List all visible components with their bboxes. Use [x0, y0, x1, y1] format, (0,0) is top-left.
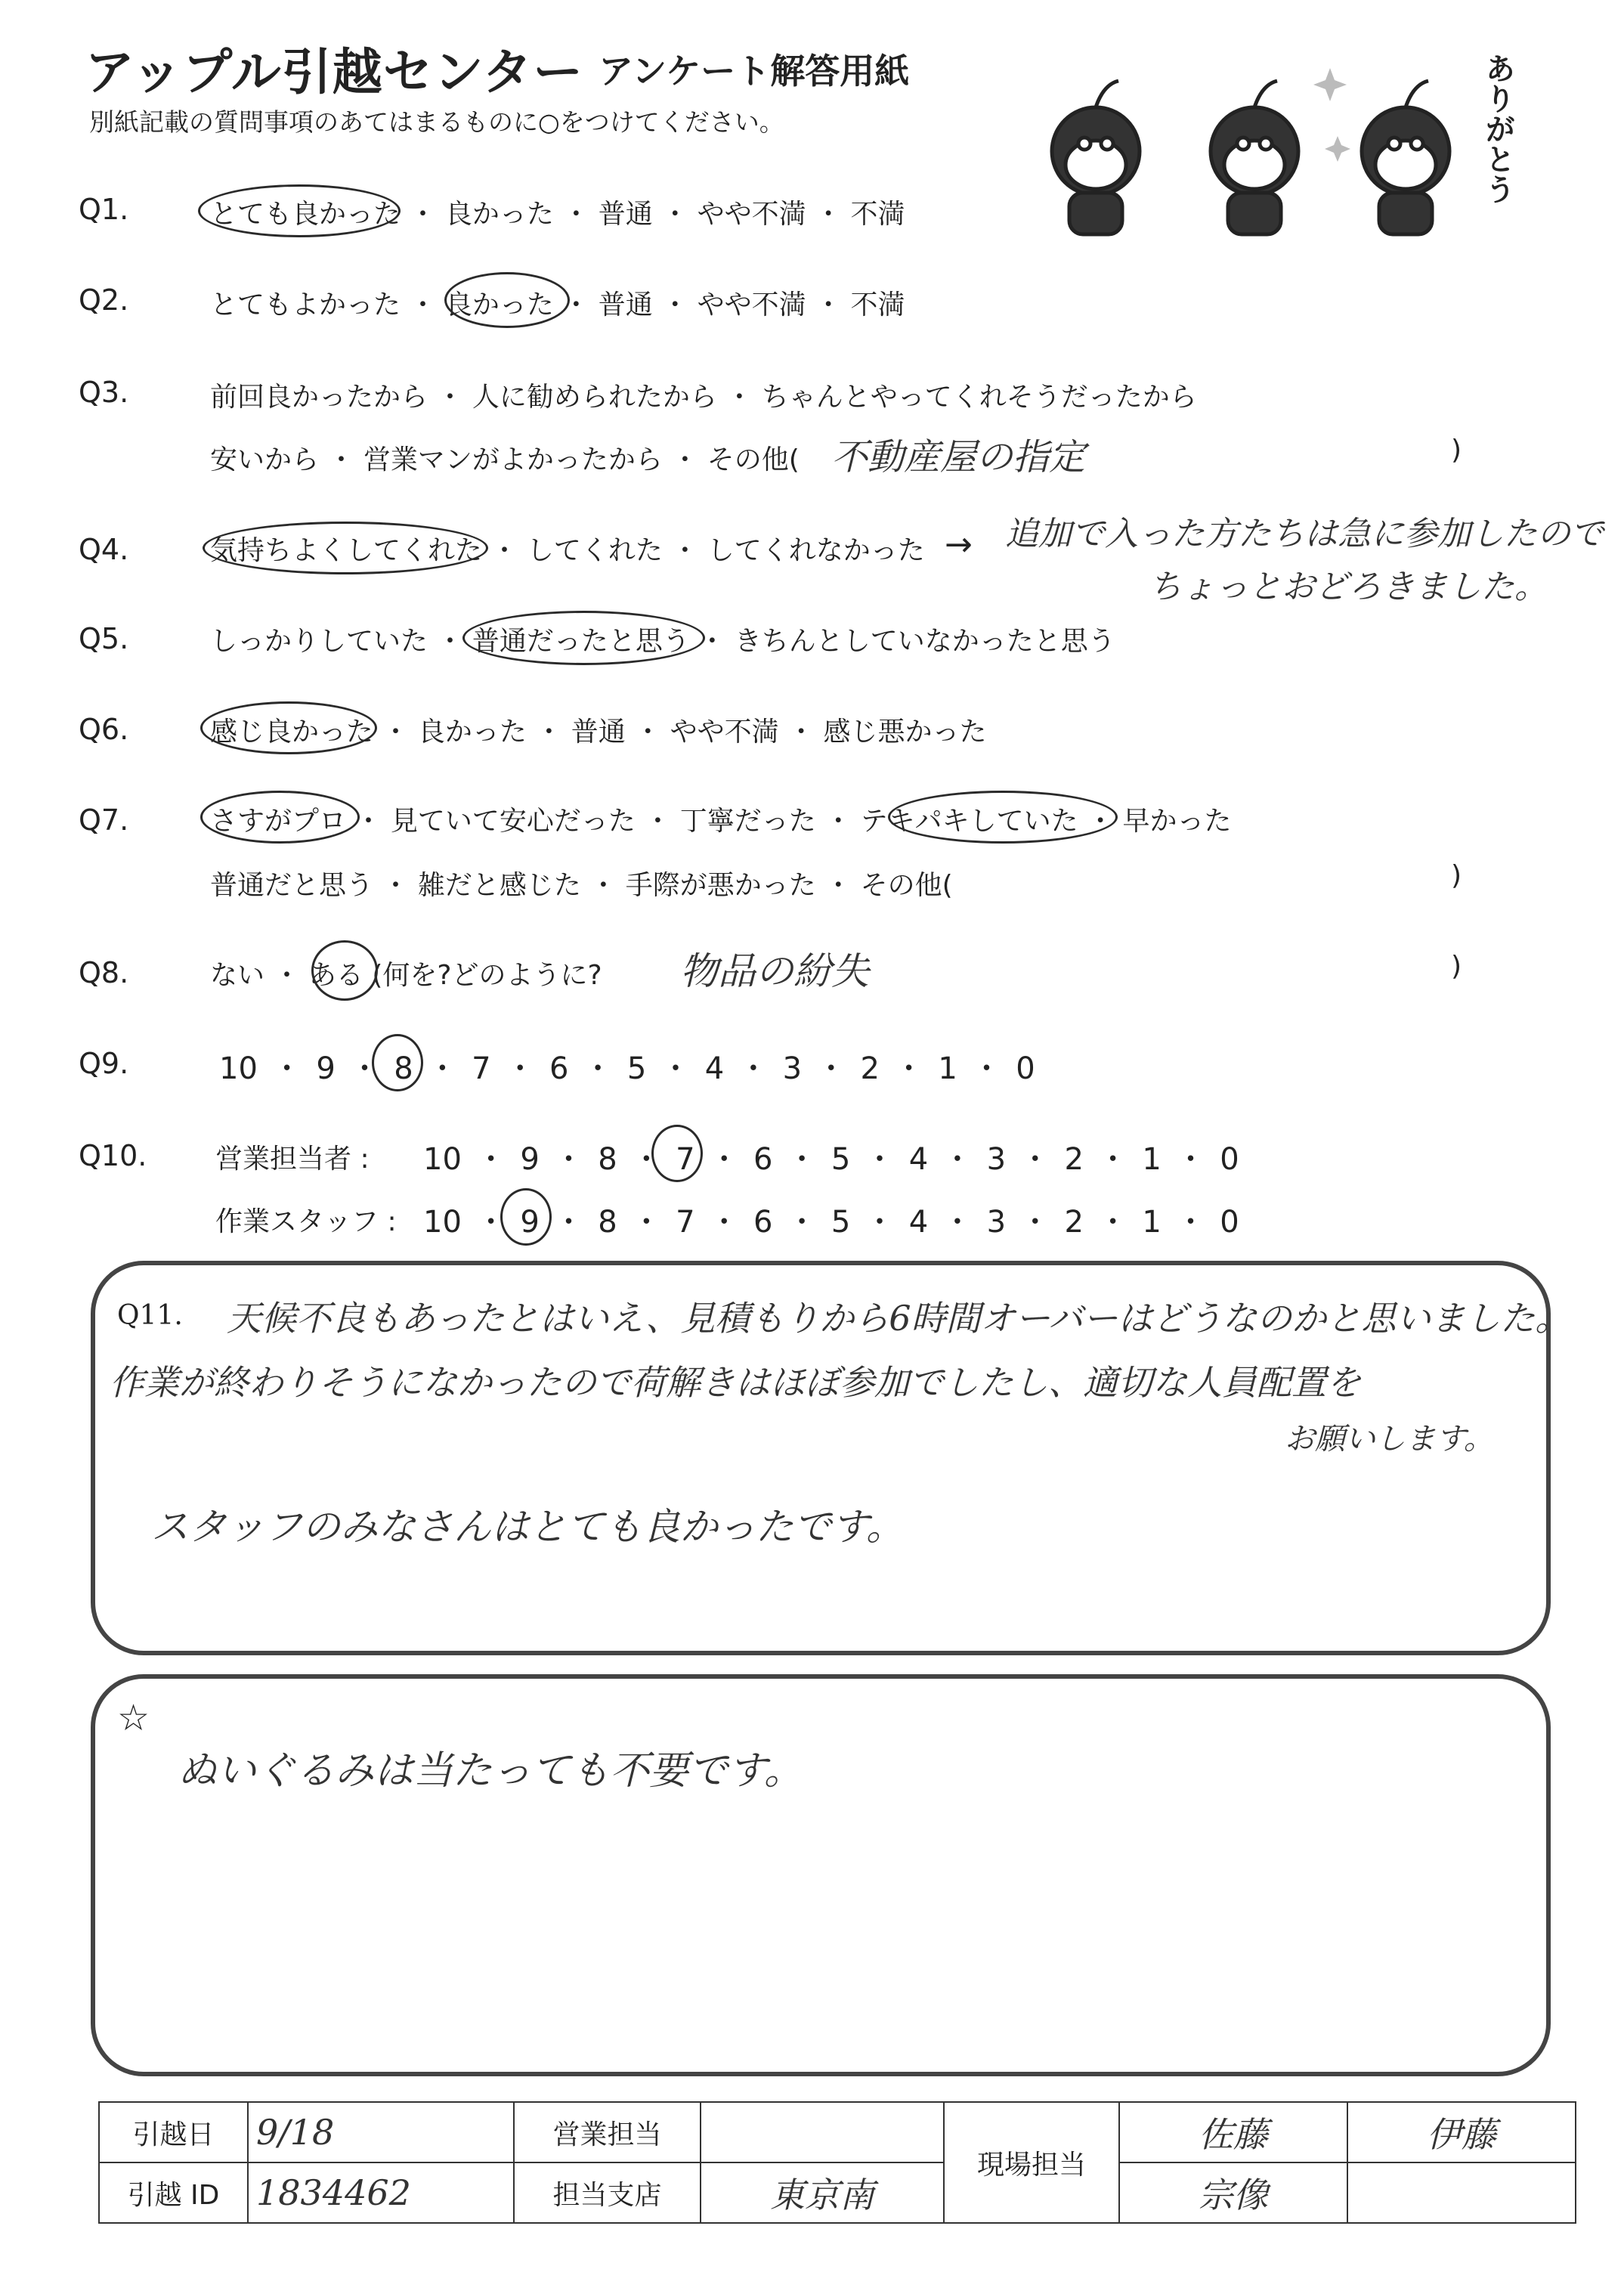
q4-label: Q4. [79, 533, 129, 566]
q8-label: Q8. [79, 956, 129, 989]
move-date-label: 引越日 [99, 2102, 248, 2162]
move-date-value: 9/18 [248, 2102, 514, 2162]
move-id-value: 1834462 [248, 2162, 514, 2223]
q2-selected-circle [444, 272, 570, 328]
sales-rep-value [701, 2102, 944, 2162]
q7-selected-circle-1 [200, 791, 360, 844]
q3-handwritten-answer: 不動産屋の指定 [831, 436, 1086, 478]
q8-selected-circle [311, 940, 378, 1001]
branch-value: 東京南 [701, 2162, 944, 2223]
q6-label: Q6. [79, 713, 129, 746]
site-staff-2: 伊藤 [1347, 2102, 1576, 2162]
q11-label: Q11. [117, 1300, 183, 1331]
q3-options-line1: 前回良かったから ・ 人に勧められたから ・ ちゃんとやってくれそうだったから [210, 382, 1197, 413]
monkey-icon [1052, 81, 1140, 234]
site-staff-label: 現場担当 [944, 2102, 1119, 2223]
q7-selected-circle-2 [888, 791, 1118, 844]
branch-label: 担当支店 [514, 2162, 701, 2223]
extra-comment-text: ぬいぐるみは当たっても不要です。 [178, 1748, 803, 1794]
q10-sales-selected-circle [651, 1125, 703, 1182]
q7-close-paren: ) [1451, 860, 1462, 891]
q4-arrow: → [945, 525, 973, 564]
q11-comment-line4: スタッフのみなさんはとても良かったです。 [151, 1505, 904, 1549]
q9-scale: 10 ・ 9 ・ 8 ・ 7 ・ 6 ・ 5 ・ 4 ・ 3 ・ 2 ・ 1 ・ 0 [219, 1051, 1035, 1086]
q11-comment-line3: お願いします。 [1285, 1422, 1494, 1457]
q7-options-line1: さすがプロ ・ 見ていて安心だった ・ 丁寧だった ・ テキパキしていた ・ 早かった [210, 806, 1232, 837]
q8-options: ない ・ ある (何を?どのように? [210, 960, 602, 991]
q5-options: しっかりしていた ・ 普通だったと思う ・ きちんとしていなかったと思う [210, 626, 1115, 657]
site-staff-empty [1347, 2162, 1576, 2223]
instruction-text: 別紙記載の質問事項のあてはまるものに○をつけてください。 [89, 107, 784, 137]
q7-label: Q7. [79, 803, 129, 837]
move-id-label: 引越 ID [99, 2162, 248, 2223]
q6-selected-circle [200, 701, 377, 754]
form-subtitle: アンケート解答用紙 [599, 51, 910, 91]
sparkle-icon [1313, 68, 1350, 162]
q8-handwritten-answer: 物品の紛失 [680, 949, 869, 993]
q10-staff-selected-circle [500, 1188, 552, 1246]
q4-options: 気持ちよくしてくれた ・ してくれた ・ してくれなかった [210, 535, 925, 566]
q8-close-paren: ) [1451, 951, 1462, 982]
q5-selected-circle [462, 611, 705, 665]
star-icon: ☆ [117, 1697, 150, 1739]
q10-sales-scale: 10 ・ 9 ・ 8 ・ 7 ・ 6 ・ 5 ・ 4 ・ 3 ・ 2 ・ 1 ・ 0 [423, 1142, 1239, 1177]
q3-options-line2: 安いから ・ 営業マンがよかったから ・ その他( [210, 444, 800, 475]
q2-label: Q2. [79, 283, 129, 317]
q4-handwritten-line2: ちょっとおどろきました。 [1149, 568, 1548, 606]
monkey-icon [1362, 81, 1449, 234]
site-staff-1: 佐藤 [1119, 2102, 1347, 2162]
company-title: アップル引越センター [85, 43, 584, 101]
q11-comment-line2: 作業が終わりそうになかったので荷解きはほぼ参加でしたし、適切な人員配置を [110, 1362, 1361, 1403]
q10-staff-scale: 10 ・ 9 ・ 8 ・ 7 ・ 6 ・ 5 ・ 4 ・ 3 ・ 2 ・ 1 ・ 0 [423, 1205, 1239, 1240]
mascot-caption: ありがとう [1480, 53, 1515, 204]
q10-label: Q10. [79, 1139, 147, 1172]
q7-options-line2: 普通だと思う ・ 雑だと感じた ・ 手際が悪かった ・ その他( [210, 870, 953, 901]
site-staff-3: 宗像 [1119, 2162, 1347, 2223]
q4-handwritten-line1: 追加で入った方たちは急に参加したので [1005, 515, 1604, 553]
q10-sales-label: 営業担当者 : [215, 1144, 370, 1175]
q9-label: Q9. [79, 1047, 129, 1080]
q1-options: とても良かった ・ 良かった ・ 普通 ・ やや不満 ・ 不満 [210, 199, 905, 230]
q6-options: 感じ良かった ・ 良かった ・ 普通 ・ やや不満 ・ 感じ悪かった [210, 717, 987, 748]
q3-close-paren: ) [1451, 435, 1462, 466]
q10-staff-label: 作業スタッフ : [215, 1206, 397, 1237]
footer-info-table [98, 2101, 1576, 2224]
extra-comment-box [91, 1674, 1551, 2076]
q3-label: Q3. [79, 376, 129, 409]
q11-comment-line1: 天候不良もあったとはいえ、見積もりから6時間オーバーはどうなのかと思いました。 [227, 1298, 1570, 1339]
q1-label: Q1. [79, 193, 129, 226]
monkey-icon [1211, 81, 1298, 234]
sales-rep-label: 営業担当 [514, 2102, 701, 2162]
q2-options: とてもよかった ・ 良かった ・ 普通 ・ やや不満 ・ 不満 [210, 289, 905, 320]
q4-selected-circle [203, 522, 488, 574]
q1-selected-circle [198, 184, 401, 237]
q5-label: Q5. [79, 622, 129, 655]
q9-selected-circle [372, 1034, 423, 1091]
mascot-illustration [1013, 38, 1527, 242]
